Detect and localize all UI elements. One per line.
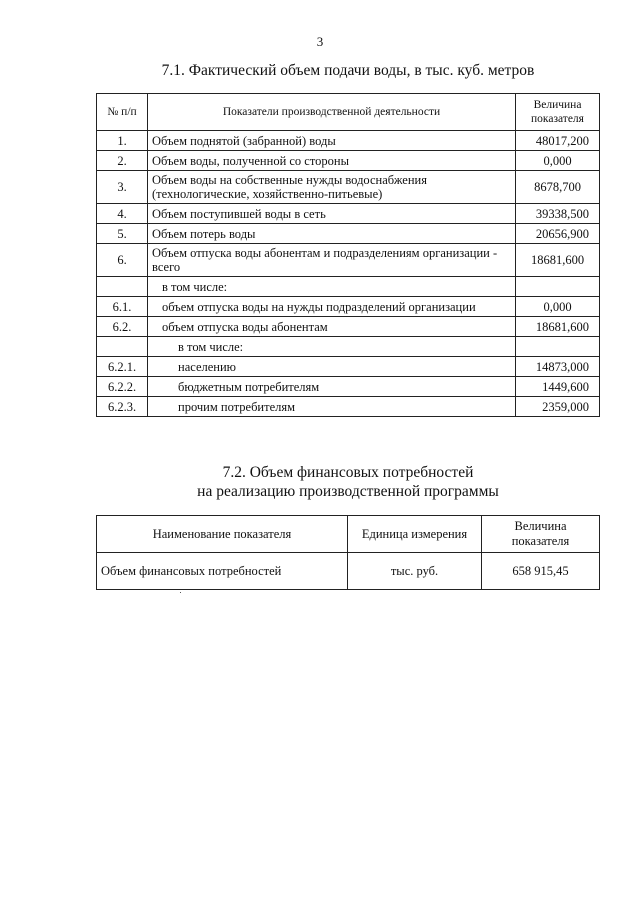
row-num: 3. [97, 171, 148, 204]
table-row [97, 204, 600, 224]
table-row [97, 244, 600, 277]
row-label: в том числе: [148, 337, 516, 357]
row-value: 14873,000 [516, 357, 600, 377]
header-name: Наименование показателя [97, 516, 348, 553]
row-num: 6.2.2. [97, 377, 148, 397]
table-row [97, 297, 600, 317]
table-row [97, 337, 600, 357]
row-num: 6.2.1. [97, 357, 148, 377]
row-unit: тыс. руб. [348, 553, 482, 590]
row-label: Объем отпуска воды абонентам и подразделениям организации - всего [148, 244, 516, 277]
row-num: 1. [97, 131, 148, 151]
row-name: Объем финансовых потребностей [97, 553, 348, 590]
row-label: населению [148, 357, 516, 377]
row-value [516, 277, 600, 297]
header-value-line2: показателя [531, 113, 584, 125]
row-label: объем отпуска воды на нужды подразделений организации [148, 297, 516, 317]
section2-title-line2: на реализацию производственной программы [197, 483, 499, 500]
row-label: бюджетным потребителям [148, 377, 516, 397]
row-num [97, 277, 148, 297]
row-value: 8678,700 [516, 171, 600, 204]
financial-needs-table [96, 515, 600, 590]
header-unit: Единица измерения [348, 516, 482, 553]
row-label: объем отпуска воды абонентам [148, 317, 516, 337]
header-indicator: Показатели производственной деятельности [148, 94, 516, 131]
row-num: 2. [97, 151, 148, 171]
row-num: 4. [97, 204, 148, 224]
row-label: Объем воды, полученной со стороны [148, 151, 516, 171]
row-num [97, 337, 148, 357]
table-row [97, 151, 600, 171]
table-row [97, 357, 600, 377]
row-value: 658 915,45 [482, 553, 600, 590]
table-row [97, 377, 600, 397]
row-label: Объем воды на собственные нужды водоснабжения (технологические, хозяйственно-питьевые) [148, 171, 516, 204]
row-num: 5. [97, 224, 148, 244]
header-value [516, 94, 600, 131]
row-label: в том числе: [148, 277, 516, 297]
table-row [97, 397, 600, 417]
table-row [97, 553, 600, 590]
row-label: Объем поступившей воды в сеть [148, 204, 516, 224]
table-row [97, 317, 600, 337]
row-num: 6.1. [97, 297, 148, 317]
header-num: № п/п [97, 94, 148, 131]
section2-title [96, 463, 600, 501]
section1-title: 7.1. Фактический объем подачи воды, в тыс. куб. метров [161, 62, 535, 79]
row-value: 2359,000 [516, 397, 600, 417]
row-value: 48017,200 [516, 131, 600, 151]
row-num: 6.2.3. [97, 397, 148, 417]
row-value: 18681,600 [516, 244, 600, 277]
row-num: 6.2. [97, 317, 148, 337]
row-value: 18681,600 [516, 317, 600, 337]
header-value-line1: Величина [533, 99, 582, 111]
row-value [516, 337, 600, 357]
table-row [97, 224, 600, 244]
scan-speck [180, 592, 181, 593]
row-value: 0,000 [516, 151, 600, 171]
row-num: 6. [97, 244, 148, 277]
page-number: 3 [316, 34, 324, 49]
header-value: Величина показателя [482, 516, 600, 553]
row-value: 1449,600 [516, 377, 600, 397]
row-label: Объем потерь воды [148, 224, 516, 244]
row-value: 39338,500 [516, 204, 600, 224]
row-label: Объем поднятой (забранной) воды [148, 131, 516, 151]
row-value: 20656,900 [516, 224, 600, 244]
table-row [97, 171, 600, 204]
row-label: прочим потребителям [148, 397, 516, 417]
table-row [97, 277, 600, 297]
section2-title-line1: 7.2. Объем финансовых потребностей [222, 464, 474, 481]
water-supply-table [96, 93, 600, 417]
table-header-row [97, 516, 600, 553]
table-header-row [97, 94, 600, 131]
table-row [97, 131, 600, 151]
row-value: 0,000 [516, 297, 600, 317]
